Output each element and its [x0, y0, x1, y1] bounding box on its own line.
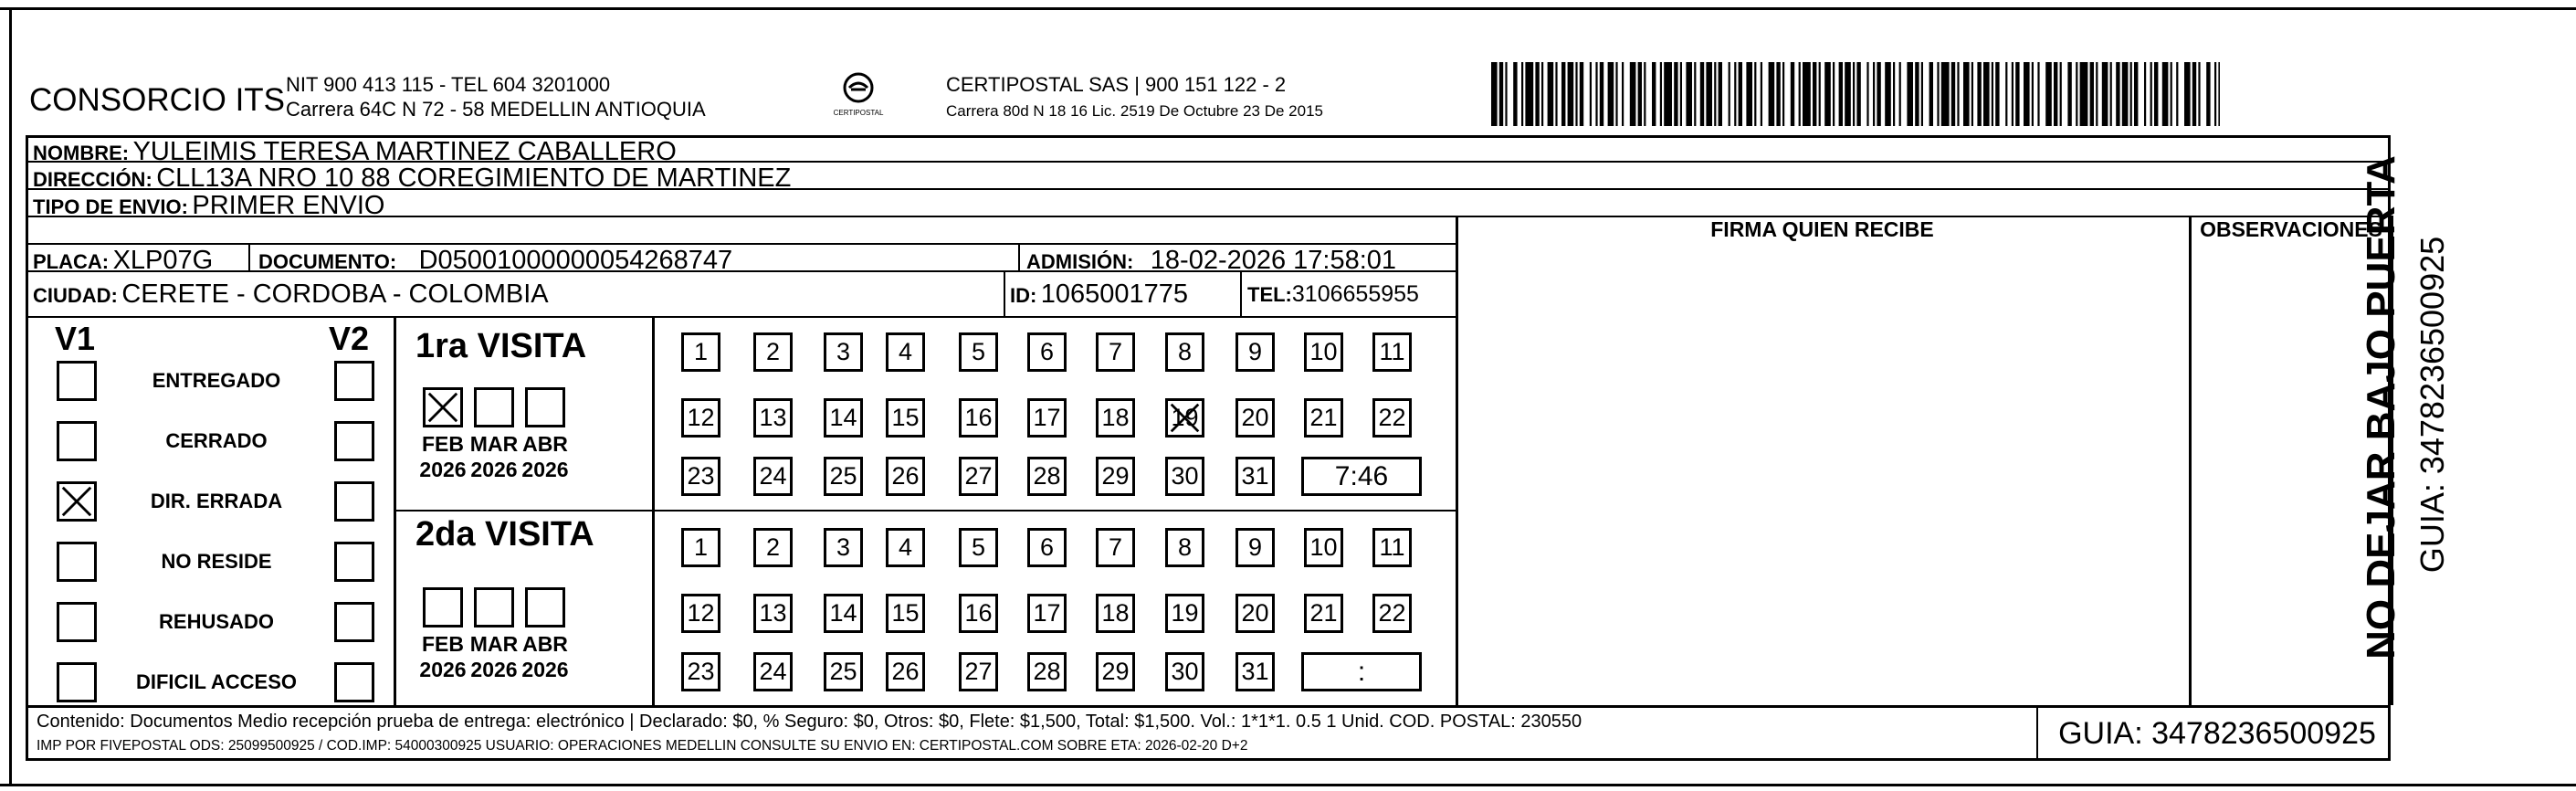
top-border — [0, 7, 2576, 10]
admision-label: ADMISIÓN: — [1026, 250, 1134, 273]
status-v1-checkbox[interactable] — [57, 481, 97, 522]
certipostal-logo-icon — [840, 69, 877, 106]
day-number: 22 — [1378, 599, 1406, 627]
day-number: 6 — [1039, 338, 1055, 365]
day-box[interactable] — [681, 332, 720, 372]
id-value: 1065001775 — [1040, 279, 1189, 309]
status-v1-checkbox[interactable] — [57, 542, 97, 582]
month-year: 2026 — [521, 458, 569, 481]
month-name: FEB — [422, 432, 464, 456]
direccion-label: DIRECCIÓN: — [33, 168, 152, 191]
status-v2-checkbox[interactable] — [334, 662, 374, 702]
row-line-8 — [394, 510, 1456, 512]
day-number: 12 — [687, 404, 715, 431]
status-v1-checkbox[interactable] — [57, 662, 97, 702]
month-label — [517, 431, 573, 482]
col-obs-left — [2189, 216, 2192, 705]
carrier-address: Carrera 80d N 18 16 Lic. 2519 De Octubre 23 De 2015 — [946, 102, 1323, 120]
day-number: 27 — [964, 462, 993, 490]
col-id-div — [1004, 270, 1005, 316]
day-box[interactable] — [1027, 528, 1067, 567]
day-number: 16 — [964, 599, 993, 627]
status-label: NO RESIDE — [161, 550, 272, 573]
day-box[interactable] — [824, 457, 863, 496]
left-border — [9, 7, 12, 784]
day-number: 25 — [829, 462, 857, 490]
day-number: 3 — [836, 338, 851, 365]
day-number: 18 — [1101, 599, 1130, 627]
day-box[interactable] — [824, 528, 863, 567]
time-value: : — [1357, 656, 1366, 687]
day-number: 2 — [765, 533, 781, 561]
documento-value: D05001000000054268747 — [418, 246, 733, 275]
nombre-value: YULEIMIS TERESA MARTINEZ CABALLERO — [132, 137, 677, 166]
day-box[interactable] — [1027, 594, 1067, 633]
ciudad-label: CIUDAD: — [33, 284, 118, 307]
month-year: 2026 — [419, 458, 467, 481]
day-box[interactable] — [1165, 652, 1204, 691]
x-mark-icon — [1168, 401, 1202, 435]
status-v1-checkbox[interactable] — [57, 361, 97, 401]
day-box[interactable] — [824, 332, 863, 372]
day-number: 27 — [964, 658, 993, 685]
day-number: 5 — [971, 533, 986, 561]
day-number: 31 — [1241, 462, 1269, 490]
day-number: 18 — [1101, 404, 1130, 431]
carrier-line: CERTIPOSTAL SAS | 900 151 122 - 2 — [946, 73, 1287, 96]
day-number: 7 — [1108, 533, 1123, 561]
month-name: ABR — [522, 632, 568, 656]
status-label: DIR. ERRADA — [150, 490, 283, 512]
day-box[interactable] — [886, 652, 925, 691]
month-checkbox[interactable] — [423, 387, 463, 427]
month-label — [415, 631, 471, 682]
nit-line: NIT 900 413 115 - TEL 604 3201000 — [286, 73, 611, 96]
day-box[interactable] — [959, 398, 998, 438]
day-number: 26 — [891, 462, 920, 490]
day-box[interactable] — [1165, 594, 1204, 633]
direccion-field — [33, 163, 791, 194]
day-box[interactable] — [681, 594, 720, 633]
col-guia-div — [2036, 705, 2038, 761]
day-number: 1 — [693, 338, 709, 365]
tel-field — [1247, 281, 1419, 308]
day-box[interactable] — [1235, 398, 1275, 438]
placa-field — [33, 246, 213, 276]
day-box[interactable] — [753, 652, 793, 691]
time-box[interactable] — [1301, 652, 1422, 691]
month-label — [466, 631, 522, 682]
day-number: 13 — [759, 404, 787, 431]
day-number: 12 — [687, 599, 715, 627]
day-number: 21 — [1309, 404, 1338, 431]
day-number: 21 — [1309, 599, 1338, 627]
nombre-label: NOMBRE: — [33, 142, 130, 164]
day-number: 8 — [1177, 533, 1193, 561]
status-label: CERRADO — [165, 429, 268, 452]
day-number: 11 — [1379, 338, 1405, 365]
month-name: MAR — [469, 432, 519, 456]
admision-value: 18-02-2026 17:58:01 — [1150, 246, 1397, 275]
ciudad-field — [33, 279, 549, 310]
day-number: 14 — [829, 599, 857, 627]
month-label — [517, 631, 573, 682]
day-box[interactable] — [681, 457, 720, 496]
day-number: 4 — [898, 533, 913, 561]
day-number: 2 — [765, 338, 781, 365]
firma-header: FIRMA QUIEN RECIBE — [1710, 217, 1934, 241]
day-box[interactable] — [1096, 594, 1135, 633]
day-box[interactable] — [1096, 398, 1135, 438]
day-box[interactable] — [824, 652, 863, 691]
col-placa-div — [248, 243, 250, 270]
day-number: 19 — [1171, 404, 1199, 431]
status-v2-checkbox[interactable] — [334, 602, 374, 642]
day-number: 28 — [1033, 658, 1061, 685]
day-box[interactable] — [1304, 528, 1343, 567]
day-box[interactable] — [1096, 528, 1135, 567]
day-number: 17 — [1033, 599, 1061, 627]
time-box[interactable] — [1301, 457, 1422, 496]
month-checkbox[interactable] — [474, 387, 514, 427]
month-year: 2026 — [470, 458, 518, 481]
day-box[interactable] — [1027, 398, 1067, 438]
day-box[interactable] — [681, 398, 720, 438]
day-box[interactable] — [1235, 528, 1275, 567]
bottom-border — [0, 784, 2576, 786]
day-number: 14 — [829, 404, 857, 431]
day-number: 29 — [1101, 658, 1130, 685]
side-no-dejar: NO DEJAR BAJO PUERTA — [2359, 155, 2403, 659]
placa-label: PLACA: — [33, 250, 110, 273]
month-label — [466, 431, 522, 482]
status-v2-checkbox[interactable] — [334, 542, 374, 582]
admision-field — [1026, 246, 1396, 276]
day-number: 23 — [687, 462, 715, 490]
footer-guia: GUIA: 3478236500925 — [2058, 716, 2376, 751]
tel-value: 3106655955 — [1291, 281, 1419, 307]
month-year: 2026 — [521, 658, 569, 681]
month-checkbox[interactable] — [525, 587, 565, 628]
day-box[interactable] — [1235, 594, 1275, 633]
day-box[interactable] — [959, 528, 998, 567]
day-box[interactable] — [824, 398, 863, 438]
day-box[interactable] — [1235, 332, 1275, 372]
day-box[interactable] — [959, 332, 998, 372]
row-line-4 — [26, 243, 1456, 245]
observaciones-header: OBSERVACIONES — [2200, 217, 2382, 241]
day-number: 13 — [759, 599, 787, 627]
barcode — [1491, 62, 2220, 126]
placa-value: XLP07G — [112, 246, 214, 275]
col-firma-left — [1456, 216, 1458, 705]
status-v1-checkbox[interactable] — [57, 602, 97, 642]
v2-header: V2 — [329, 320, 370, 357]
day-box[interactable] — [959, 652, 998, 691]
day-box[interactable] — [1235, 652, 1275, 691]
day-number: 30 — [1171, 462, 1199, 490]
day-box[interactable] — [753, 457, 793, 496]
id-field — [1010, 279, 1188, 310]
col-days-left — [652, 316, 655, 705]
day-box[interactable] — [1304, 398, 1343, 438]
day-number: 24 — [759, 658, 787, 685]
day-number: 1 — [693, 533, 709, 561]
direccion-value: CLL13A NRO 10 88 COREGIMIENTO DE MARTINEZ — [156, 163, 792, 193]
tipo-label: TIPO DE ENVIO: — [33, 195, 188, 218]
day-box[interactable] — [1096, 652, 1135, 691]
day-box[interactable] — [824, 594, 863, 633]
day-box[interactable] — [681, 528, 720, 567]
day-number: 15 — [891, 404, 920, 431]
day-box[interactable] — [753, 332, 793, 372]
contenido-text: Contenido: Documentos Medio recepción prueba de entrega: electrónico | Declarado: $0, % Seguro: $0, Otros: $0, Flete: $1,500, Total: $1,500. Vol.: 1*1*1. 0.5 1 Unid. COD. POSTAL: 230550 — [37, 712, 1582, 732]
day-box[interactable] — [886, 528, 925, 567]
month-year: 2026 — [419, 658, 467, 681]
tel-label: TEL: — [1247, 283, 1292, 306]
month-checkbox[interactable] — [423, 587, 463, 628]
company-name: CONSORCIO ITS — [29, 82, 286, 118]
visit2-title: 2da VISITA — [415, 515, 594, 554]
day-box[interactable] — [1304, 332, 1343, 372]
status-label: DIFICIL ACCESO — [135, 670, 297, 693]
col-tel-div — [1240, 270, 1242, 316]
status-label: REHUSADO — [159, 610, 274, 633]
x-mark-icon — [59, 484, 94, 519]
day-box[interactable] — [886, 332, 925, 372]
month-label — [415, 431, 471, 482]
x-mark-icon — [426, 390, 460, 425]
status-label: ENTREGADO — [152, 369, 281, 392]
day-box[interactable] — [753, 594, 793, 633]
day-number: 6 — [1039, 533, 1055, 561]
day-number: 20 — [1241, 404, 1269, 431]
day-number: 10 — [1309, 338, 1338, 365]
day-number: 7 — [1108, 338, 1123, 365]
day-box[interactable] — [1372, 398, 1412, 438]
v1-header: V1 — [55, 320, 96, 357]
day-number: 10 — [1309, 533, 1338, 561]
day-number: 24 — [759, 462, 787, 490]
day-box[interactable] — [1372, 332, 1412, 372]
tipo-value: PRIMER ENVIO — [192, 191, 385, 220]
imp-text: IMP POR FIVEPOSTAL ODS: 25099500925 / COD.IMP: 54000300925 USUARIO: OPERACIONES MEDELLIN CONSULTE SU ENVIO EN: CERTIPOSTAL.COM SOBRE ETA: 2026-02-20 D+2 — [37, 738, 1248, 754]
day-box[interactable] — [681, 652, 720, 691]
ciudad-value: CERETE - CORDOBA - COLOMBIA — [121, 279, 549, 309]
logo-text: CERTIPOSTAL — [833, 109, 884, 117]
day-number: 8 — [1177, 338, 1193, 365]
day-number: 30 — [1171, 658, 1199, 685]
month-checkbox[interactable] — [525, 387, 565, 427]
day-box[interactable] — [1165, 332, 1204, 372]
day-number: 11 — [1379, 533, 1405, 561]
day-number: 16 — [964, 404, 993, 431]
day-number: 15 — [891, 599, 920, 627]
day-box[interactable] — [753, 398, 793, 438]
time-value: 7:46 — [1334, 460, 1389, 491]
certipostal-logo — [831, 69, 886, 124]
visit1-title: 1ra VISITA — [415, 327, 587, 365]
month-checkbox[interactable] — [474, 587, 514, 628]
day-box[interactable] — [1027, 652, 1067, 691]
day-number: 31 — [1241, 658, 1269, 685]
day-number: 5 — [971, 338, 986, 365]
day-box[interactable] — [1027, 332, 1067, 372]
id-label: ID: — [1010, 284, 1037, 307]
status-v2-checkbox[interactable] — [334, 481, 374, 522]
side-guia: GUIA: 3478236500925 — [2413, 236, 2451, 574]
day-box[interactable] — [886, 398, 925, 438]
day-number: 26 — [891, 658, 920, 685]
month-year: 2026 — [470, 658, 518, 681]
documento-field — [258, 246, 732, 276]
status-v1-checkbox[interactable] — [57, 421, 97, 461]
day-box[interactable] — [1372, 528, 1412, 567]
day-number: 22 — [1378, 404, 1406, 431]
day-number: 3 — [836, 533, 851, 561]
day-number: 4 — [898, 338, 913, 365]
month-name: FEB — [422, 632, 464, 656]
row-line-6 — [26, 316, 1456, 318]
status-v2-checkbox[interactable] — [334, 361, 374, 401]
status-v2-checkbox[interactable] — [334, 421, 374, 461]
day-box[interactable] — [886, 594, 925, 633]
month-name: MAR — [469, 632, 519, 656]
day-box[interactable] — [959, 594, 998, 633]
col-admision-div — [1018, 243, 1020, 270]
day-box[interactable] — [1165, 528, 1204, 567]
barcode-bars — [1491, 62, 2220, 126]
month-name: ABR — [522, 432, 568, 456]
day-box[interactable] — [753, 528, 793, 567]
day-box[interactable] — [1235, 457, 1275, 496]
address-line: Carrera 64C N 72 - 58 MEDELLIN ANTIOQUIA — [286, 98, 706, 121]
documento-label: DOCUMENTO: — [258, 250, 397, 273]
day-box[interactable] — [1304, 594, 1343, 633]
day-box[interactable] — [1096, 457, 1135, 496]
day-box[interactable] — [1372, 594, 1412, 633]
day-number: 9 — [1247, 338, 1263, 365]
day-box[interactable] — [959, 457, 998, 496]
day-box[interactable] — [1096, 332, 1135, 372]
day-number: 25 — [829, 658, 857, 685]
day-box[interactable] — [1165, 398, 1204, 438]
day-number: 20 — [1241, 599, 1269, 627]
tipo-field — [33, 191, 384, 221]
day-number: 17 — [1033, 404, 1061, 431]
day-box[interactable] — [886, 457, 925, 496]
day-number: 29 — [1101, 462, 1130, 490]
day-number: 28 — [1033, 462, 1061, 490]
day-number: 19 — [1171, 599, 1199, 627]
day-number: 23 — [687, 658, 715, 685]
day-number: 9 — [1247, 533, 1263, 561]
day-box[interactable] — [1165, 457, 1204, 496]
col-status-right — [394, 316, 396, 705]
day-box[interactable] — [1027, 457, 1067, 496]
